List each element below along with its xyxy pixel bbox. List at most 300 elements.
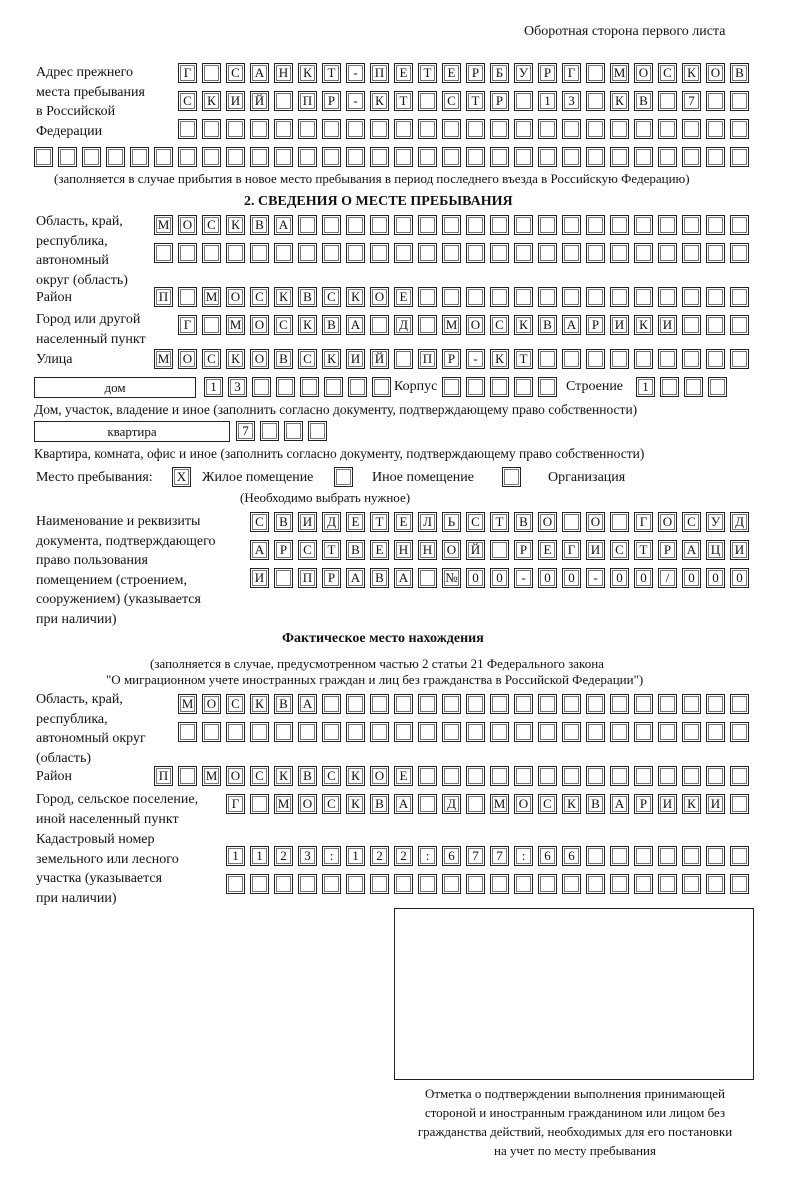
char-cell[interactable] <box>418 119 437 139</box>
char-cell[interactable]: - <box>514 568 533 588</box>
char-cell[interactable] <box>658 694 677 714</box>
char-cell[interactable] <box>418 215 437 235</box>
char-cell[interactable]: О <box>298 794 317 814</box>
char-cell[interactable] <box>610 287 629 307</box>
char-cell[interactable] <box>730 874 749 894</box>
char-cell[interactable]: Т <box>514 349 533 369</box>
char-cell[interactable] <box>466 147 485 167</box>
char-cell[interactable] <box>586 215 605 235</box>
char-cell[interactable] <box>490 874 509 894</box>
char-cell[interactable] <box>442 243 461 263</box>
char-cell[interactable] <box>538 349 557 369</box>
char-cell[interactable]: Р <box>274 540 293 560</box>
char-cell[interactable]: : <box>514 846 533 866</box>
char-cell[interactable]: 1 <box>346 846 365 866</box>
char-cell[interactable]: 7 <box>682 91 701 111</box>
char-cell[interactable] <box>490 377 509 397</box>
char-cell[interactable] <box>226 243 245 263</box>
char-cell[interactable] <box>660 377 679 397</box>
char-cell[interactable]: 0 <box>538 568 557 588</box>
char-cell[interactable] <box>706 243 725 263</box>
char-cell[interactable]: Д <box>730 512 749 532</box>
char-cell[interactable] <box>178 766 197 786</box>
char-cell[interactable] <box>252 377 271 397</box>
char-cell[interactable] <box>706 119 725 139</box>
char-cell[interactable] <box>514 766 533 786</box>
char-cell[interactable] <box>346 243 365 263</box>
char-cell[interactable]: В <box>730 63 749 83</box>
char-cell[interactable] <box>250 722 269 742</box>
char-cell[interactable] <box>260 421 279 441</box>
char-cell[interactable] <box>322 243 341 263</box>
char-cell[interactable] <box>284 421 303 441</box>
char-cell[interactable]: 1 <box>636 377 655 397</box>
char-cell[interactable]: М <box>154 349 173 369</box>
char-cell[interactable] <box>202 243 221 263</box>
char-cell[interactable]: Т <box>418 63 437 83</box>
char-cell[interactable]: Т <box>322 63 341 83</box>
char-cell[interactable]: 3 <box>298 846 317 866</box>
char-cell[interactable]: К <box>322 349 341 369</box>
char-cell[interactable] <box>610 119 629 139</box>
char-cell[interactable] <box>154 243 173 263</box>
char-cell[interactable] <box>538 287 557 307</box>
char-cell[interactable] <box>322 119 341 139</box>
char-cell[interactable] <box>682 147 701 167</box>
char-cell[interactable]: 0 <box>562 568 581 588</box>
char-cell[interactable]: Р <box>658 540 677 560</box>
char-cell[interactable]: О <box>466 315 485 335</box>
char-cell[interactable]: О <box>226 287 245 307</box>
char-cell[interactable] <box>730 91 749 111</box>
char-cell[interactable]: С <box>442 91 461 111</box>
char-cell[interactable] <box>394 243 413 263</box>
char-cell[interactable] <box>730 287 749 307</box>
char-cell[interactable] <box>490 119 509 139</box>
char-cell[interactable] <box>514 377 533 397</box>
char-cell[interactable]: Р <box>490 91 509 111</box>
char-cell[interactable]: У <box>706 512 725 532</box>
char-cell[interactable] <box>274 91 293 111</box>
char-cell[interactable]: С <box>322 287 341 307</box>
char-cell[interactable]: К <box>682 794 701 814</box>
char-cell[interactable]: 2 <box>370 846 389 866</box>
char-cell[interactable] <box>178 119 197 139</box>
char-cell[interactable]: С <box>250 766 269 786</box>
char-cell[interactable] <box>634 846 653 866</box>
char-cell[interactable] <box>418 91 437 111</box>
char-cell[interactable] <box>34 147 53 167</box>
char-cell[interactable]: - <box>346 91 365 111</box>
char-cell[interactable]: В <box>298 766 317 786</box>
char-cell[interactable]: О <box>250 349 269 369</box>
char-cell[interactable]: И <box>658 794 677 814</box>
char-cell[interactable] <box>610 766 629 786</box>
char-cell[interactable]: К <box>346 287 365 307</box>
char-cell[interactable]: 1 <box>204 377 223 397</box>
char-cell[interactable] <box>610 694 629 714</box>
char-cell[interactable]: Р <box>466 63 485 83</box>
char-cell[interactable]: О <box>250 315 269 335</box>
char-cell[interactable] <box>706 874 725 894</box>
char-cell[interactable]: К <box>610 91 629 111</box>
char-cell[interactable] <box>538 694 557 714</box>
char-cell[interactable] <box>130 147 149 167</box>
char-cell[interactable]: А <box>610 794 629 814</box>
char-cell[interactable]: О <box>658 512 677 532</box>
char-cell[interactable] <box>682 349 701 369</box>
char-cell[interactable] <box>708 377 727 397</box>
char-cell[interactable] <box>634 874 653 894</box>
char-cell[interactable]: О <box>538 512 557 532</box>
char-cell[interactable]: М <box>610 63 629 83</box>
char-cell[interactable] <box>538 147 557 167</box>
char-cell[interactable] <box>730 119 749 139</box>
char-cell[interactable]: В <box>370 568 389 588</box>
char-cell[interactable]: М <box>490 794 509 814</box>
char-cell[interactable]: И <box>706 794 725 814</box>
char-cell[interactable] <box>682 766 701 786</box>
char-cell[interactable]: П <box>370 63 389 83</box>
char-cell[interactable]: М <box>226 315 245 335</box>
char-cell[interactable]: А <box>298 694 317 714</box>
char-cell[interactable] <box>514 243 533 263</box>
char-cell[interactable] <box>706 287 725 307</box>
char-cell[interactable]: А <box>250 540 269 560</box>
char-cell[interactable]: Р <box>586 315 605 335</box>
char-cell[interactable] <box>490 287 509 307</box>
char-cell[interactable] <box>490 243 509 263</box>
char-cell[interactable]: В <box>274 694 293 714</box>
char-cell[interactable] <box>658 722 677 742</box>
char-cell[interactable]: Р <box>322 568 341 588</box>
char-cell[interactable]: О <box>442 540 461 560</box>
char-cell[interactable] <box>562 147 581 167</box>
char-cell[interactable]: С <box>178 91 197 111</box>
char-cell[interactable]: П <box>154 766 173 786</box>
char-cell[interactable]: 7 <box>490 846 509 866</box>
char-cell[interactable]: И <box>586 540 605 560</box>
char-cell[interactable]: С <box>202 349 221 369</box>
char-cell[interactable] <box>394 349 413 369</box>
char-cell[interactable]: В <box>634 91 653 111</box>
char-cell[interactable] <box>226 147 245 167</box>
char-cell[interactable] <box>634 349 653 369</box>
char-cell[interactable] <box>442 215 461 235</box>
char-cell[interactable] <box>730 694 749 714</box>
char-cell[interactable] <box>610 874 629 894</box>
char-cell[interactable] <box>514 119 533 139</box>
char-cell[interactable]: О <box>370 287 389 307</box>
char-cell[interactable] <box>346 119 365 139</box>
char-cell[interactable] <box>202 63 221 83</box>
char-cell[interactable] <box>178 287 197 307</box>
char-cell[interactable]: - <box>586 568 605 588</box>
char-cell[interactable] <box>322 694 341 714</box>
char-cell[interactable]: К <box>226 215 245 235</box>
char-cell[interactable] <box>202 119 221 139</box>
char-cell[interactable] <box>658 243 677 263</box>
char-cell[interactable] <box>586 243 605 263</box>
char-cell[interactable] <box>466 874 485 894</box>
char-cell[interactable]: А <box>682 540 701 560</box>
char-cell[interactable]: И <box>226 91 245 111</box>
char-cell[interactable] <box>442 722 461 742</box>
char-cell[interactable]: Л <box>418 512 437 532</box>
char-cell[interactable] <box>658 287 677 307</box>
char-cell[interactable]: 3 <box>228 377 247 397</box>
char-cell[interactable] <box>490 540 509 560</box>
char-cell[interactable]: 7 <box>466 846 485 866</box>
char-cell[interactable] <box>442 694 461 714</box>
char-cell[interactable] <box>106 147 125 167</box>
char-cell[interactable]: С <box>322 794 341 814</box>
char-cell[interactable] <box>370 874 389 894</box>
char-cell[interactable] <box>490 215 509 235</box>
char-cell[interactable]: М <box>202 766 221 786</box>
char-cell[interactable]: Ц <box>706 540 725 560</box>
char-cell[interactable]: М <box>202 287 221 307</box>
char-cell[interactable] <box>276 377 295 397</box>
char-cell[interactable] <box>394 119 413 139</box>
char-cell[interactable]: 1 <box>250 846 269 866</box>
char-cell[interactable] <box>442 766 461 786</box>
char-cell[interactable] <box>730 315 749 335</box>
char-cell[interactable] <box>730 722 749 742</box>
char-cell[interactable] <box>466 794 485 814</box>
char-cell[interactable]: С <box>298 540 317 560</box>
char-cell[interactable]: М <box>178 694 197 714</box>
char-cell[interactable]: 1 <box>538 91 557 111</box>
char-cell[interactable] <box>610 215 629 235</box>
char-cell[interactable]: О <box>202 694 221 714</box>
char-cell[interactable] <box>394 694 413 714</box>
char-cell[interactable]: Н <box>418 540 437 560</box>
char-cell[interactable] <box>322 147 341 167</box>
char-cell[interactable] <box>514 215 533 235</box>
char-cell[interactable] <box>466 766 485 786</box>
char-cell[interactable] <box>658 215 677 235</box>
char-cell[interactable]: П <box>298 91 317 111</box>
char-cell[interactable]: К <box>250 694 269 714</box>
char-cell[interactable]: Т <box>466 91 485 111</box>
char-cell[interactable] <box>610 512 629 532</box>
char-cell[interactable] <box>538 377 557 397</box>
char-cell[interactable]: К <box>298 63 317 83</box>
char-cell[interactable] <box>466 287 485 307</box>
char-cell[interactable]: К <box>562 794 581 814</box>
char-cell[interactable]: А <box>274 215 293 235</box>
char-cell[interactable] <box>370 215 389 235</box>
char-cell[interactable] <box>682 243 701 263</box>
char-cell[interactable] <box>706 766 725 786</box>
char-cell[interactable] <box>274 119 293 139</box>
char-cell[interactable] <box>324 377 343 397</box>
char-cell[interactable] <box>562 287 581 307</box>
char-cell[interactable] <box>394 147 413 167</box>
char-cell[interactable]: 6 <box>538 846 557 866</box>
char-cell[interactable] <box>682 287 701 307</box>
char-cell[interactable] <box>250 874 269 894</box>
char-cell[interactable]: 2 <box>274 846 293 866</box>
char-cell[interactable]: Г <box>178 63 197 83</box>
char-cell[interactable] <box>586 119 605 139</box>
char-cell[interactable]: Т <box>322 540 341 560</box>
char-cell[interactable] <box>370 243 389 263</box>
char-cell[interactable] <box>562 874 581 894</box>
char-cell[interactable] <box>274 722 293 742</box>
char-cell[interactable] <box>634 215 653 235</box>
char-cell[interactable]: 2 <box>394 846 413 866</box>
char-cell[interactable]: С <box>322 766 341 786</box>
char-cell[interactable]: Е <box>370 540 389 560</box>
char-cell[interactable] <box>706 215 725 235</box>
char-cell[interactable]: К <box>682 63 701 83</box>
char-cell[interactable] <box>730 243 749 263</box>
char-cell[interactable] <box>274 874 293 894</box>
char-cell[interactable]: В <box>298 287 317 307</box>
char-cell[interactable] <box>82 147 101 167</box>
char-cell[interactable]: К <box>274 287 293 307</box>
char-cell[interactable]: С <box>658 63 677 83</box>
char-cell[interactable]: С <box>250 512 269 532</box>
char-cell[interactable]: В <box>250 215 269 235</box>
char-cell[interactable]: О <box>178 215 197 235</box>
char-cell[interactable] <box>562 694 581 714</box>
char-cell[interactable] <box>418 874 437 894</box>
char-cell[interactable] <box>682 215 701 235</box>
char-cell[interactable] <box>706 91 725 111</box>
char-cell[interactable] <box>658 91 677 111</box>
char-cell[interactable] <box>658 349 677 369</box>
char-cell[interactable]: Г <box>634 512 653 532</box>
char-cell[interactable]: И <box>658 315 677 335</box>
char-cell[interactable] <box>442 287 461 307</box>
char-cell[interactable]: С <box>538 794 557 814</box>
char-cell[interactable] <box>586 766 605 786</box>
char-cell[interactable]: 7 <box>236 421 255 441</box>
char-cell[interactable]: Е <box>346 512 365 532</box>
char-cell[interactable]: В <box>346 540 365 560</box>
char-cell[interactable] <box>308 421 327 441</box>
char-cell[interactable] <box>586 694 605 714</box>
char-cell[interactable] <box>418 568 437 588</box>
char-cell[interactable]: Й <box>250 91 269 111</box>
char-cell[interactable]: 6 <box>562 846 581 866</box>
char-cell[interactable] <box>562 119 581 139</box>
char-cell[interactable] <box>706 846 725 866</box>
char-cell[interactable] <box>586 874 605 894</box>
char-cell[interactable] <box>586 846 605 866</box>
house-type-field[interactable]: дом <box>34 377 196 398</box>
char-cell[interactable]: С <box>682 512 701 532</box>
char-cell[interactable] <box>346 215 365 235</box>
char-cell[interactable] <box>586 147 605 167</box>
char-cell[interactable]: К <box>346 794 365 814</box>
char-cell[interactable] <box>418 287 437 307</box>
char-cell[interactable] <box>348 377 367 397</box>
char-cell[interactable]: М <box>442 315 461 335</box>
char-cell[interactable]: О <box>226 766 245 786</box>
char-cell[interactable]: С <box>466 512 485 532</box>
char-cell[interactable]: С <box>226 694 245 714</box>
char-cell[interactable] <box>442 377 461 397</box>
char-cell[interactable] <box>250 794 269 814</box>
char-cell[interactable] <box>658 147 677 167</box>
char-cell[interactable] <box>634 722 653 742</box>
char-cell[interactable]: У <box>514 63 533 83</box>
char-cell[interactable] <box>418 722 437 742</box>
char-cell[interactable] <box>538 874 557 894</box>
char-cell[interactable] <box>634 287 653 307</box>
char-cell[interactable]: Т <box>370 512 389 532</box>
char-cell[interactable] <box>274 568 293 588</box>
char-cell[interactable]: Г <box>562 540 581 560</box>
char-cell[interactable]: Н <box>394 540 413 560</box>
char-cell[interactable] <box>538 119 557 139</box>
char-cell[interactable] <box>658 119 677 139</box>
char-cell[interactable] <box>538 766 557 786</box>
char-cell[interactable]: : <box>322 846 341 866</box>
char-cell[interactable]: С <box>490 315 509 335</box>
char-cell[interactable]: Р <box>634 794 653 814</box>
char-cell[interactable] <box>442 119 461 139</box>
char-cell[interactable]: Е <box>394 766 413 786</box>
char-cell[interactable]: Р <box>538 63 557 83</box>
char-cell[interactable] <box>394 215 413 235</box>
char-cell[interactable]: - <box>346 63 365 83</box>
char-cell[interactable]: И <box>250 568 269 588</box>
char-cell[interactable]: М <box>274 794 293 814</box>
char-cell[interactable] <box>418 794 437 814</box>
char-cell[interactable] <box>178 722 197 742</box>
char-cell[interactable]: О <box>586 512 605 532</box>
char-cell[interactable] <box>322 874 341 894</box>
char-cell[interactable] <box>610 349 629 369</box>
char-cell[interactable] <box>226 874 245 894</box>
char-cell[interactable]: С <box>202 215 221 235</box>
char-cell[interactable] <box>586 722 605 742</box>
char-cell[interactable]: 3 <box>562 91 581 111</box>
char-cell[interactable]: К <box>346 766 365 786</box>
char-cell[interactable] <box>298 722 317 742</box>
char-cell[interactable]: В <box>514 512 533 532</box>
char-cell[interactable] <box>634 766 653 786</box>
char-cell[interactable] <box>394 874 413 894</box>
char-cell[interactable] <box>730 846 749 866</box>
char-cell[interactable] <box>682 119 701 139</box>
char-cell[interactable]: К <box>226 349 245 369</box>
char-cell[interactable] <box>586 91 605 111</box>
char-cell[interactable] <box>322 215 341 235</box>
char-cell[interactable]: Т <box>634 540 653 560</box>
char-cell[interactable]: К <box>490 349 509 369</box>
char-cell[interactable] <box>370 315 389 335</box>
char-cell[interactable]: Р <box>514 540 533 560</box>
char-cell[interactable] <box>298 243 317 263</box>
char-cell[interactable] <box>682 846 701 866</box>
char-cell[interactable] <box>226 722 245 742</box>
char-cell[interactable]: О <box>514 794 533 814</box>
char-cell[interactable] <box>634 147 653 167</box>
char-cell[interactable]: 0 <box>490 568 509 588</box>
char-cell[interactable] <box>300 377 319 397</box>
char-cell[interactable]: : <box>418 846 437 866</box>
char-cell[interactable] <box>514 91 533 111</box>
char-cell[interactable]: К <box>202 91 221 111</box>
char-cell[interactable] <box>274 243 293 263</box>
char-cell[interactable] <box>730 147 749 167</box>
